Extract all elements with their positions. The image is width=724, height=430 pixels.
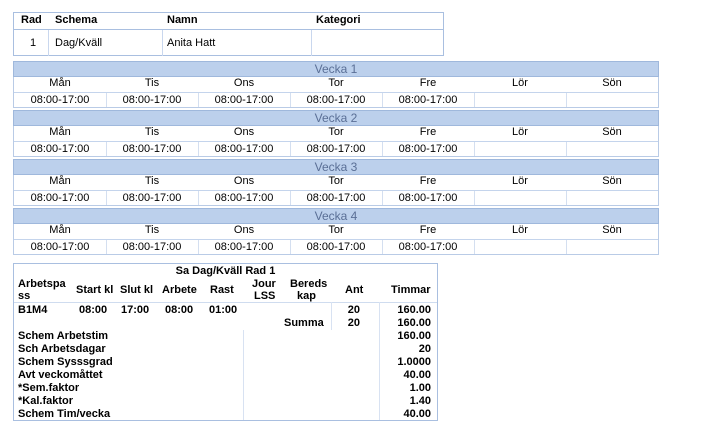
day-label: Lör	[512, 224, 528, 236]
week-title: Vecka 4	[13, 208, 659, 224]
day-label: Ons	[233, 224, 255, 236]
time-cell[interactable]: 08:00-17:00	[30, 143, 90, 155]
time-cell[interactable]: 08:00-17:00	[30, 94, 90, 106]
day-label: Tis	[144, 175, 160, 187]
stat-value: 1.0000	[397, 356, 431, 368]
time-cell[interactable]: 08:00-17:00	[122, 192, 182, 204]
header-timmar: Timmar	[391, 284, 431, 296]
week-title: Vecka 1	[13, 61, 659, 77]
time-cell[interactable]: 08:00-17:00	[214, 94, 274, 106]
cell-rast: 01:00	[209, 304, 238, 316]
summa-label: Summa	[284, 317, 324, 329]
info-header-row	[14, 13, 443, 30]
header-rad: Rad	[21, 14, 42, 26]
stat-label: Sch Arbetsdagar	[18, 343, 106, 355]
schedule-info-table	[13, 12, 444, 56]
cell-pass: B1M4	[18, 304, 48, 316]
time-cell[interactable]: 08:00-17:00	[306, 143, 366, 155]
day-label: Fre	[419, 126, 437, 138]
stat-label: *Kal.faktor	[18, 395, 74, 407]
stat-label: Avt veckomåttet	[18, 369, 103, 381]
day-label: Mån	[49, 77, 71, 89]
day-label: Tor	[328, 77, 344, 89]
day-label: Sön	[602, 77, 622, 89]
header-arbetspass: Arbetspa	[18, 278, 66, 290]
header-schema: Schema	[55, 14, 98, 26]
header-ant: Ant	[345, 284, 364, 296]
day-label: Lör	[512, 175, 528, 187]
header-arbete: Arbete	[162, 284, 197, 296]
time-cell[interactable]: 08:00-17:00	[306, 94, 366, 106]
cell-namn: Anita Hatt	[167, 37, 216, 49]
time-cell[interactable]: 08:00-17:00	[398, 143, 458, 155]
day-label: Ons	[233, 126, 255, 138]
day-label: Tor	[328, 175, 344, 187]
week-block-3	[13, 159, 659, 207]
cell-slut: 17:00	[121, 304, 150, 316]
day-label: Sön	[602, 175, 622, 187]
week-title: Vecka 2	[13, 110, 659, 126]
header-kap: kap	[297, 290, 316, 302]
time-cell[interactable]: 08:00-17:00	[122, 241, 182, 253]
day-label: Sön	[602, 224, 622, 236]
day-label: Tis	[144, 77, 160, 89]
day-label: Sön	[602, 126, 622, 138]
day-label: Ons	[233, 77, 255, 89]
day-label: Tor	[328, 126, 344, 138]
day-label: Tis	[144, 224, 160, 236]
stat-value: 40.00	[403, 369, 431, 381]
time-cell[interactable]: 08:00-17:00	[306, 192, 366, 204]
day-label: Ons	[233, 175, 255, 187]
stat-label: Schem Sysssgrad	[18, 356, 113, 368]
day-label: Mån	[49, 224, 71, 236]
day-label: Lör	[512, 126, 528, 138]
day-label: Tor	[328, 224, 344, 236]
stat-value: 1.00	[409, 382, 431, 394]
time-cell[interactable]: 08:00-17:00	[214, 192, 274, 204]
cell-timmar: 160.00	[397, 304, 431, 316]
summa-ant: 20	[347, 317, 360, 329]
time-cell[interactable]: 08:00-17:00	[398, 192, 458, 204]
header-namn: Namn	[167, 14, 198, 26]
week-block-2	[13, 110, 659, 158]
time-cell[interactable]: 08:00-17:00	[214, 143, 274, 155]
day-label: Fre	[419, 175, 437, 187]
cell-start: 08:00	[79, 304, 108, 316]
header-rast: Rast	[210, 284, 234, 296]
summary-title: Sa Dag/Kväll Rad 1	[175, 265, 276, 277]
header-arbetspass-cont: ss	[18, 290, 31, 302]
header-start: Start kl	[76, 284, 114, 296]
time-cell[interactable]: 08:00-17:00	[398, 241, 458, 253]
stat-label: *Sem.faktor	[18, 382, 80, 394]
day-label: Fre	[419, 224, 437, 236]
header-lss: LSS	[254, 290, 276, 302]
time-cell[interactable]: 08:00-17:00	[30, 241, 90, 253]
summary-table	[13, 263, 438, 421]
header-kategori: Kategori	[316, 14, 361, 26]
time-cell[interactable]: 08:00-17:00	[306, 241, 366, 253]
week-block-4	[13, 208, 659, 256]
time-cell[interactable]: 08:00-17:00	[30, 192, 90, 204]
day-label: Lör	[512, 77, 528, 89]
cell-schema: Dag/Kväll	[55, 37, 103, 49]
stat-value: 1.40	[409, 395, 431, 407]
day-label: Mån	[49, 126, 71, 138]
summa-timmar: 160.00	[397, 317, 431, 329]
cell-arbete: 08:00	[165, 304, 194, 316]
stat-value: 160.00	[397, 330, 431, 342]
header-jour: Jour	[252, 278, 276, 290]
day-label: Mån	[49, 175, 71, 187]
header-slut: Slut kl	[120, 284, 154, 296]
day-label: Tis	[144, 126, 160, 138]
week-title: Vecka 3	[13, 159, 659, 175]
header-bereds: Bereds	[290, 278, 328, 290]
stat-value: 20	[418, 343, 431, 355]
stat-label: Schem Tim/vecka	[18, 408, 111, 420]
time-cell[interactable]: 08:00-17:00	[398, 94, 458, 106]
cell-ant: 20	[347, 304, 360, 316]
time-cell[interactable]: 08:00-17:00	[122, 94, 182, 106]
stat-value: 40.00	[403, 408, 431, 420]
day-label: Fre	[419, 77, 437, 89]
week-block-1	[13, 61, 659, 109]
cell-rad: 1	[30, 37, 37, 49]
time-cell[interactable]: 08:00-17:00	[122, 143, 182, 155]
time-cell[interactable]: 08:00-17:00	[214, 241, 274, 253]
info-data-row[interactable]	[14, 30, 443, 56]
stat-label: Schem Arbetstim	[18, 330, 109, 342]
